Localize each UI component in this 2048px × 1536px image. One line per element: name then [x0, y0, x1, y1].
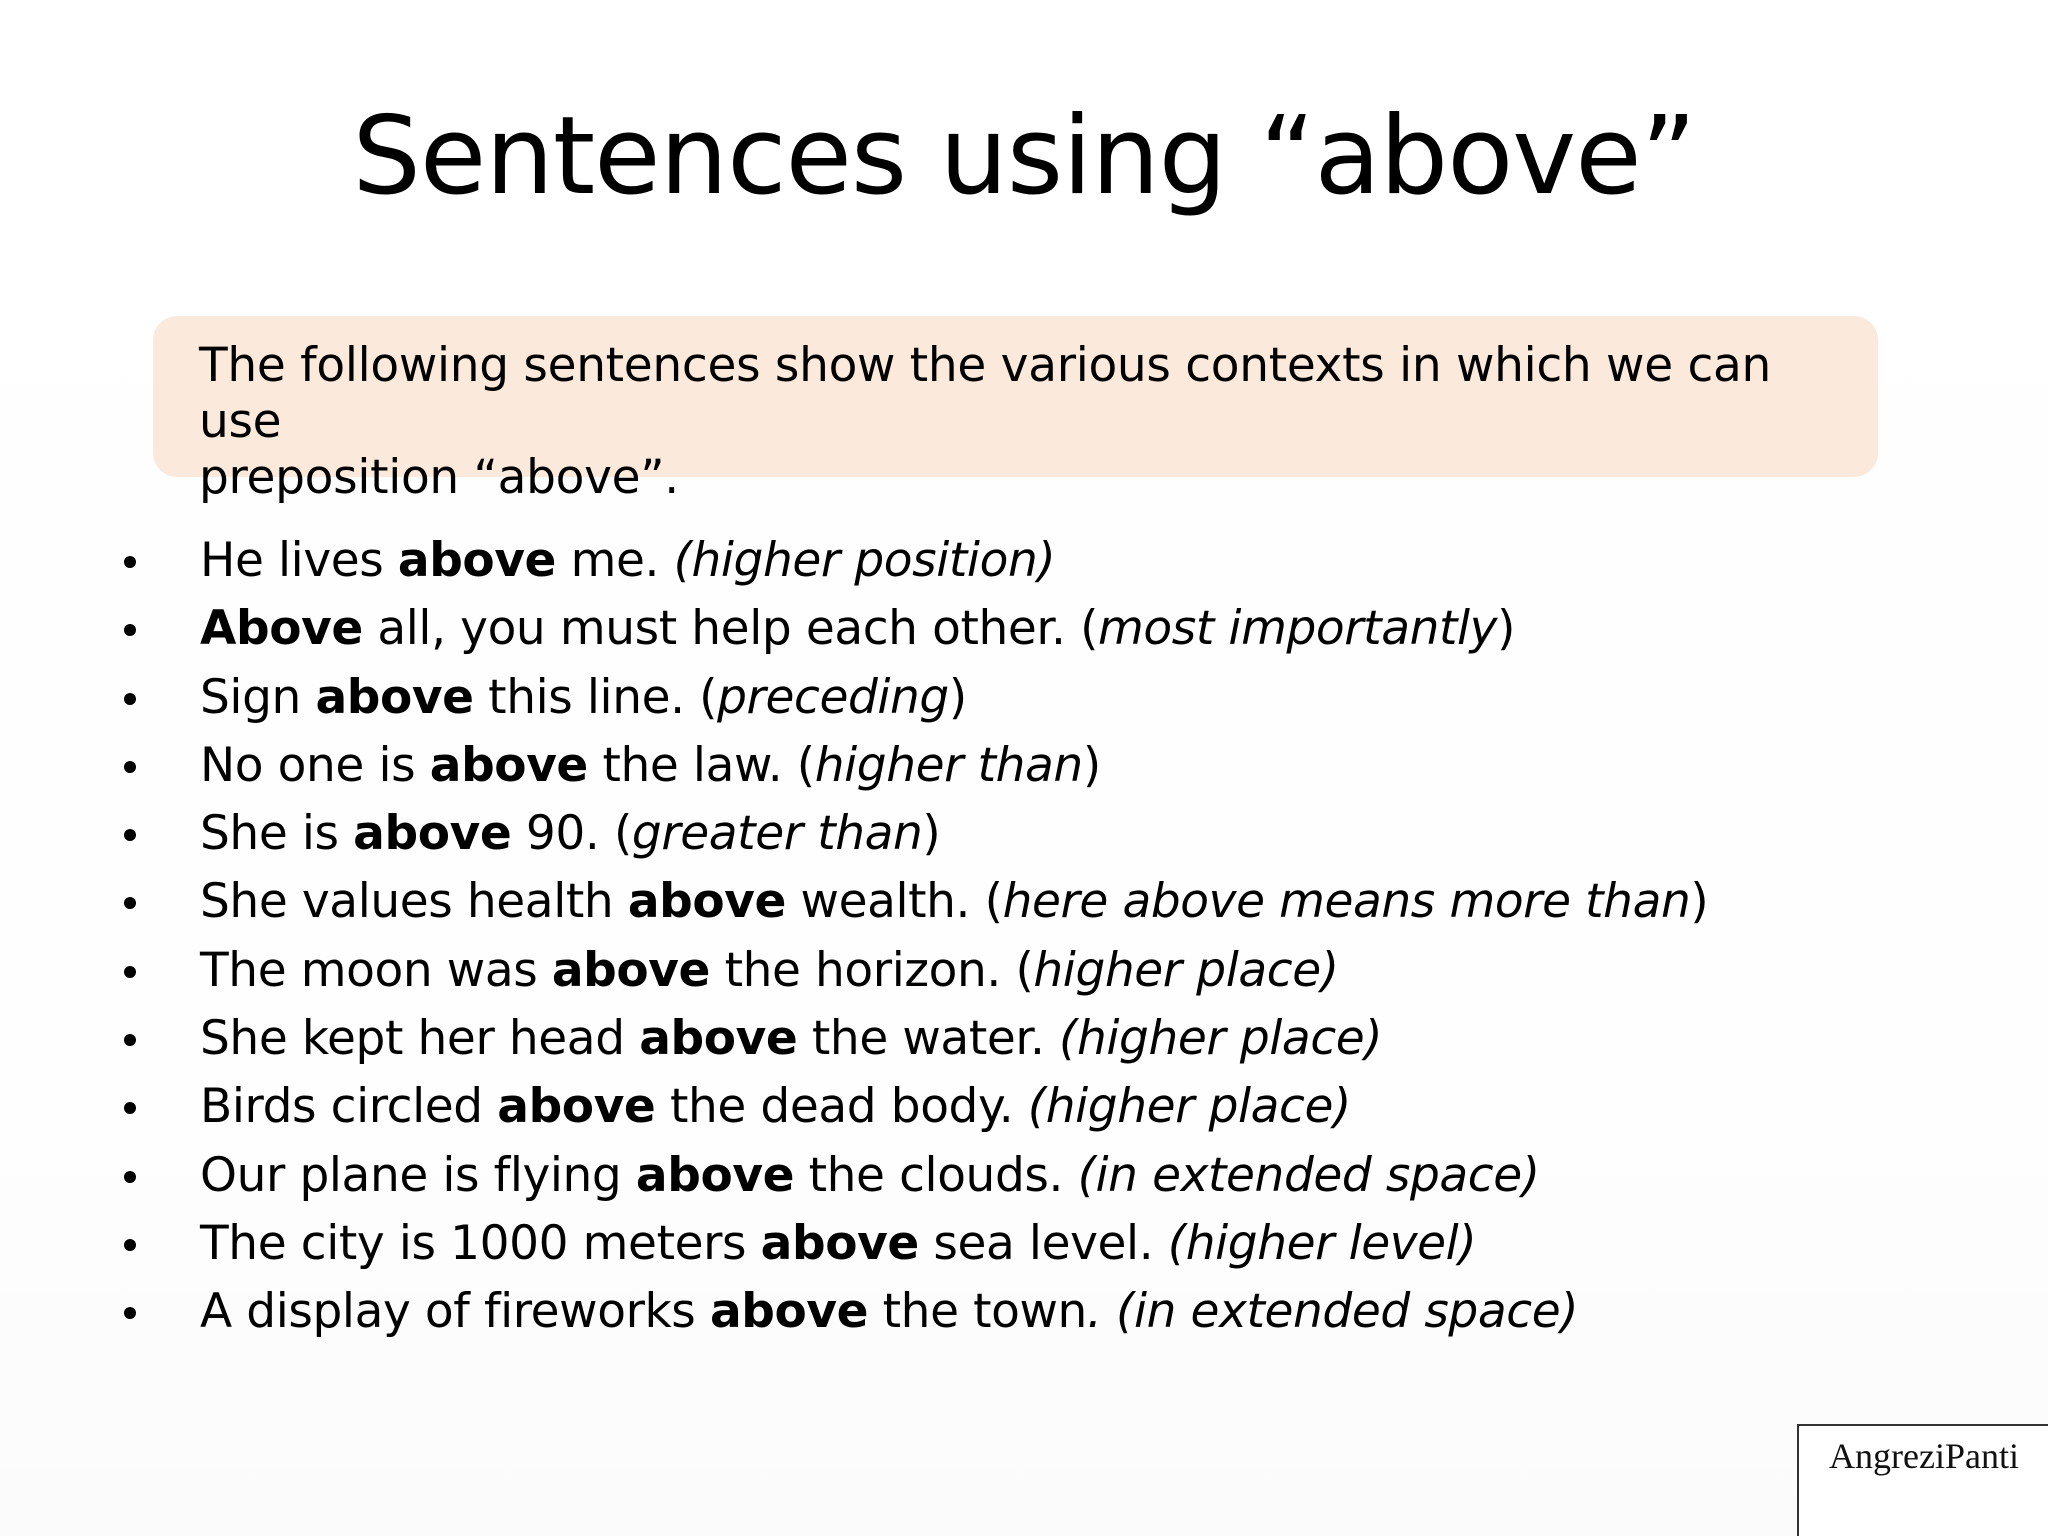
bullet-icon	[124, 1239, 136, 1251]
sentence-text	[200, 1210, 1476, 1278]
sentence-pre: Sign	[200, 669, 316, 725]
bullet-icon	[124, 1171, 136, 1183]
bullet-icon	[124, 829, 136, 841]
sentence-text	[200, 527, 1055, 595]
bullet-icon	[124, 1102, 136, 1114]
sentence-mid: me.	[556, 533, 674, 588]
watermark-label: AngreziPanti	[1797, 1424, 2048, 1536]
sentence-text	[200, 595, 1515, 663]
sentence-bold: above	[497, 1079, 656, 1135]
sentence-text	[200, 937, 1339, 1005]
sentence-pre: The moon was	[200, 942, 552, 998]
sentence-bold: above	[760, 1215, 919, 1271]
sentence-text	[200, 1142, 1540, 1210]
sentence-italic: (higher place)	[1027, 1079, 1351, 1135]
sentence-pre: Birds circled	[200, 1079, 498, 1135]
sentence-pre: She values health	[200, 874, 628, 930]
sentence-mid: the horizon. (	[710, 942, 1034, 998]
sentence-italic: higher than	[814, 737, 1083, 793]
bullet-icon	[124, 693, 136, 705]
sentence-post: )	[1497, 601, 1516, 657]
sentence-text	[200, 732, 1101, 800]
sentence-bold: Above	[200, 601, 363, 657]
sentence-item	[118, 1278, 1918, 1346]
sentence-text	[200, 1073, 1351, 1141]
sentence-italic: higher place)	[1033, 942, 1339, 998]
bullet-icon	[124, 1307, 136, 1319]
sentence-item	[118, 1005, 1918, 1073]
sentence-pre: No one is	[200, 737, 430, 793]
sentence-mid: sea level.	[918, 1215, 1168, 1271]
sentence-mid: the water.	[797, 1011, 1060, 1067]
sentence-text	[200, 1005, 1382, 1073]
sentence-italic: preceding	[717, 669, 949, 725]
sentence-item	[118, 937, 1918, 1005]
sentence-mid: 90. (	[511, 806, 632, 862]
sentence-bold: above	[627, 874, 786, 930]
sentence-bold: above	[429, 737, 588, 793]
sentence-italic: (higher level)	[1167, 1215, 1477, 1271]
sentence-mid: all, you must help each other. (	[362, 601, 1099, 657]
sentence-italic: (in extended space)	[1077, 1147, 1540, 1203]
sentence-bold: above	[639, 1011, 798, 1067]
sentence-italic: greater than	[631, 806, 923, 862]
sentence-item	[118, 732, 1918, 800]
sentence-item	[118, 595, 1918, 663]
sentence-post: )	[948, 669, 967, 725]
sentence-text	[200, 868, 1708, 936]
intro-line-2: preposition “above”.	[199, 450, 679, 505]
bullet-icon	[124, 624, 136, 636]
sentence-mid: the clouds.	[794, 1147, 1078, 1203]
bullet-icon	[124, 1034, 136, 1046]
sentence-mid: wealth. (	[785, 874, 1003, 930]
slide-title: Sentences using “above”	[352, 94, 1696, 219]
sentence-post: )	[922, 806, 941, 862]
sentence-item	[118, 664, 1918, 732]
sentence-mid: the dead body.	[655, 1079, 1028, 1135]
sentence-mid: the town	[868, 1284, 1087, 1340]
sentence-pre: She is	[200, 806, 354, 862]
sentence-item	[118, 1210, 1918, 1278]
intro-box	[153, 316, 1878, 505]
sentence-italic: here above means more than	[1002, 874, 1691, 930]
sentence-pre: Our plane is flying	[200, 1147, 636, 1203]
bullet-icon	[124, 761, 136, 773]
sentence-post: )	[1082, 737, 1101, 793]
sentence-pre: He lives	[200, 533, 398, 588]
sentence-bold: above	[551, 942, 711, 998]
intro-text	[199, 338, 1858, 506]
sentence-pre: The city is 1000 meters	[200, 1215, 761, 1271]
sentence-mid: this line. (	[473, 669, 718, 725]
sentence-post: )	[1690, 874, 1709, 930]
bullet-icon	[124, 556, 136, 568]
sentence-text	[200, 664, 967, 732]
sentence-item	[118, 868, 1918, 936]
bullet-icon	[124, 897, 136, 909]
sentence-bold: above	[353, 806, 512, 862]
sentence-item	[118, 800, 1918, 868]
sentence-bold: above	[315, 669, 474, 725]
sentence-item	[118, 1073, 1918, 1141]
sentence-item	[118, 527, 1918, 595]
intro-line-1: The following sentences show the various contexts in which we can use	[199, 338, 1771, 449]
sentence-bold: above	[397, 533, 557, 588]
sentence-italic: (higher place)	[1059, 1011, 1383, 1067]
sentence-pre: A display of fireworks	[200, 1284, 710, 1340]
sentence-bold: above	[709, 1284, 869, 1340]
sentence-italic: most importantly	[1098, 601, 1498, 657]
sentence-pre: She kept her head	[200, 1011, 640, 1067]
bullet-icon	[124, 966, 136, 978]
sentence-text	[200, 800, 940, 868]
sentence-italic: . (in extended space)	[1086, 1284, 1579, 1340]
sentence-item	[118, 1142, 1918, 1210]
sentence-bold: above	[635, 1147, 795, 1203]
sentence-mid: the law. (	[587, 737, 815, 793]
sentence-list	[118, 527, 1918, 1347]
sentence-text	[200, 1278, 1578, 1346]
sentence-italic: (higher position)	[673, 533, 1056, 588]
